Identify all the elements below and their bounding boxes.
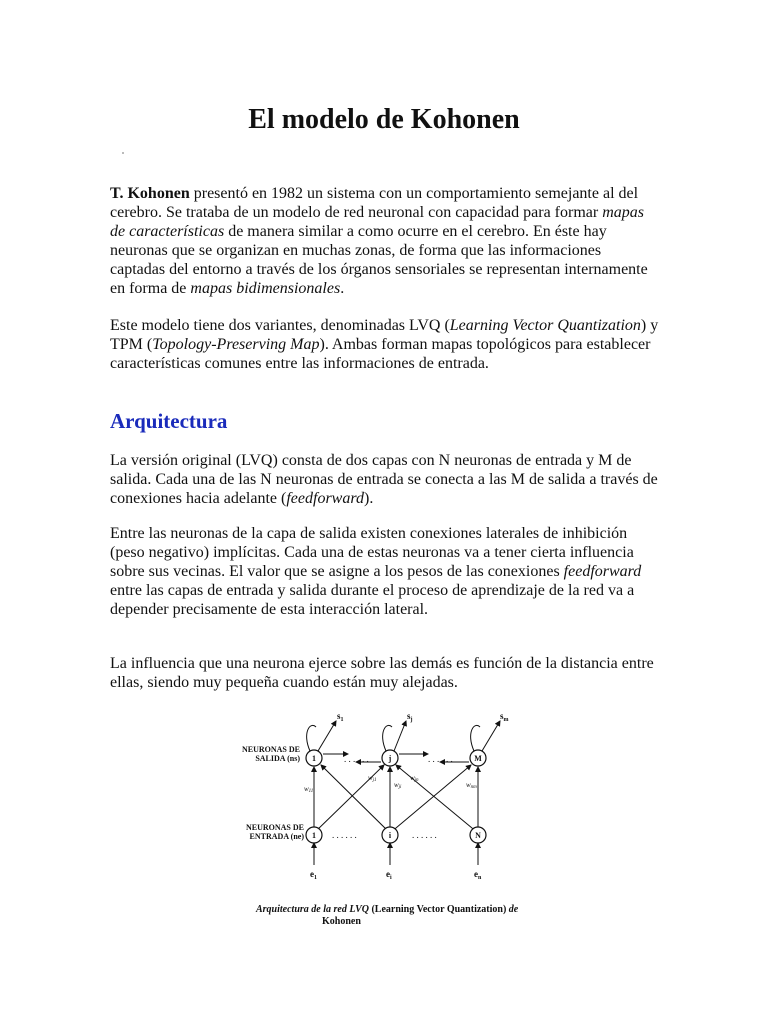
self-loop-m: [471, 725, 480, 751]
text-run: ). Ambas forman mapas topológicos para establecer características comunes entre las informaciones de entrada.: [110, 336, 651, 372]
italic-term: Learning Vector Quantization: [449, 317, 641, 334]
italic-term: Topology-Preserving Map: [152, 336, 320, 353]
text-run: .: [340, 280, 345, 297]
figure-caption: [256, 904, 536, 928]
paragraph-variants: [110, 316, 660, 373]
input-layer-label: ENTRADA (ne): [249, 832, 304, 841]
self-loop-1: [307, 725, 316, 751]
section-heading: Arquitectura: [110, 409, 228, 433]
node-label: 1: [312, 754, 316, 763]
italic-term: mapas de características: [110, 204, 644, 240]
weight-label: wj1: [368, 774, 377, 783]
weight-label: wjn: [410, 774, 419, 783]
paragraph-architecture: [110, 451, 660, 508]
node-label: N: [475, 831, 481, 840]
text-run: Entre las neuronas de la capa de salida existen conexiones laterales de inhibición (peso negativo) implícitas. Cada una de estas neuronas va a tener cierta influencia sobre sus vecinas. El valor que se asigne a los pesos de las conexiones: [110, 525, 634, 580]
caption-text: Kohonen: [322, 916, 361, 927]
text-run: ) y TPM (: [110, 317, 659, 353]
node-label: M: [474, 754, 482, 763]
edge-1-j: [314, 765, 384, 833]
input-symbol: $e_1$: [310, 869, 317, 881]
italic-term: mapas bidimensionales: [190, 280, 341, 297]
italic-term: feedforward: [286, 490, 364, 507]
output-symbol: $s_j$: [407, 711, 413, 723]
output-arrow-1: [318, 721, 336, 751]
caption-text: (Learning Vector Quantization): [368, 904, 509, 915]
edge-i-m: [390, 765, 471, 833]
output-layer-label: SALIDA (ns): [255, 754, 300, 763]
author-name: T. Kohonen: [110, 185, 190, 202]
caption-text: de: [508, 904, 519, 915]
node-label: i: [388, 831, 392, 840]
text-run: ).: [363, 490, 374, 507]
node-label: 1: [312, 831, 316, 840]
page-title: El modelo de Kohonen: [248, 104, 520, 135]
weight-label: wnm: [466, 781, 477, 790]
ellipsis-inputs-left: . . . . . .: [332, 830, 357, 840]
self-loop-j: [383, 725, 392, 751]
paragraph-influence: [110, 654, 660, 692]
caption-italic: Arquitectura de la red LVQ: [256, 904, 369, 915]
ellipsis-outputs-right: . . . . . .: [428, 754, 453, 764]
text-run: La versión original (LVQ) consta de dos capas con N neuronas de entrada y M de salida. Cada una de las N neuronas de entrada se conecta a las M de salida a través de conexiones hacia adelante (: [110, 452, 658, 507]
output-symbol: $s_m$: [500, 711, 509, 723]
text-run: entre las capas de entrada y salida durante el proceso de aprendizaje de la red va a depender precisamente de esta interacción lateral.: [110, 582, 635, 618]
text-run: Este modelo tiene dos variantes, denominadas LVQ (: [110, 317, 450, 334]
paragraph-intro: [110, 184, 660, 298]
ellipsis-inputs-right: . . . . . .: [412, 830, 437, 840]
paragraph-lateral: [110, 524, 660, 619]
ellipsis-outputs-left: . . . . . .: [344, 754, 369, 764]
text-run: La influencia que una neurona ejerce sobre las demás es función de la distancia entre ellas, siendo muy pequeña cuando están muy alejadas.: [110, 655, 654, 691]
network-diagram: [232, 705, 532, 900]
output-symbol: $s_1$: [337, 711, 344, 723]
text-run: de manera similar a como ocurre en el cerebro. En éste hay neuronas que se organizan en muchas zonas, de forma que las informaciones captadas del entorno a través de los órganos sensoriales se representan internamente en forma de: [110, 223, 648, 297]
output-arrow-m: [482, 721, 500, 751]
stray-mark: [122, 152, 124, 154]
lvq-architecture-figure: [232, 705, 532, 935]
weight-label: wji: [394, 781, 402, 790]
weight-label: w11: [304, 785, 314, 794]
text-run: presentó en 1982 un sistema con un comportamiento semejante al del cerebro. Se trataba de un modelo de red neuronal con capacidad para formar: [110, 185, 639, 221]
edge-n-j: [396, 765, 478, 833]
node-label: j: [388, 754, 392, 763]
edge-i-1: [321, 765, 390, 833]
input-symbol: $e_n$: [474, 869, 482, 881]
output-arrow-j: [394, 721, 406, 751]
input-symbol: $e_i$: [386, 869, 392, 881]
output-layer-label: NEURONAS DE: [241, 745, 300, 754]
italic-term: feedforward: [563, 563, 642, 580]
input-layer-label: NEURONAS DE: [245, 823, 304, 832]
